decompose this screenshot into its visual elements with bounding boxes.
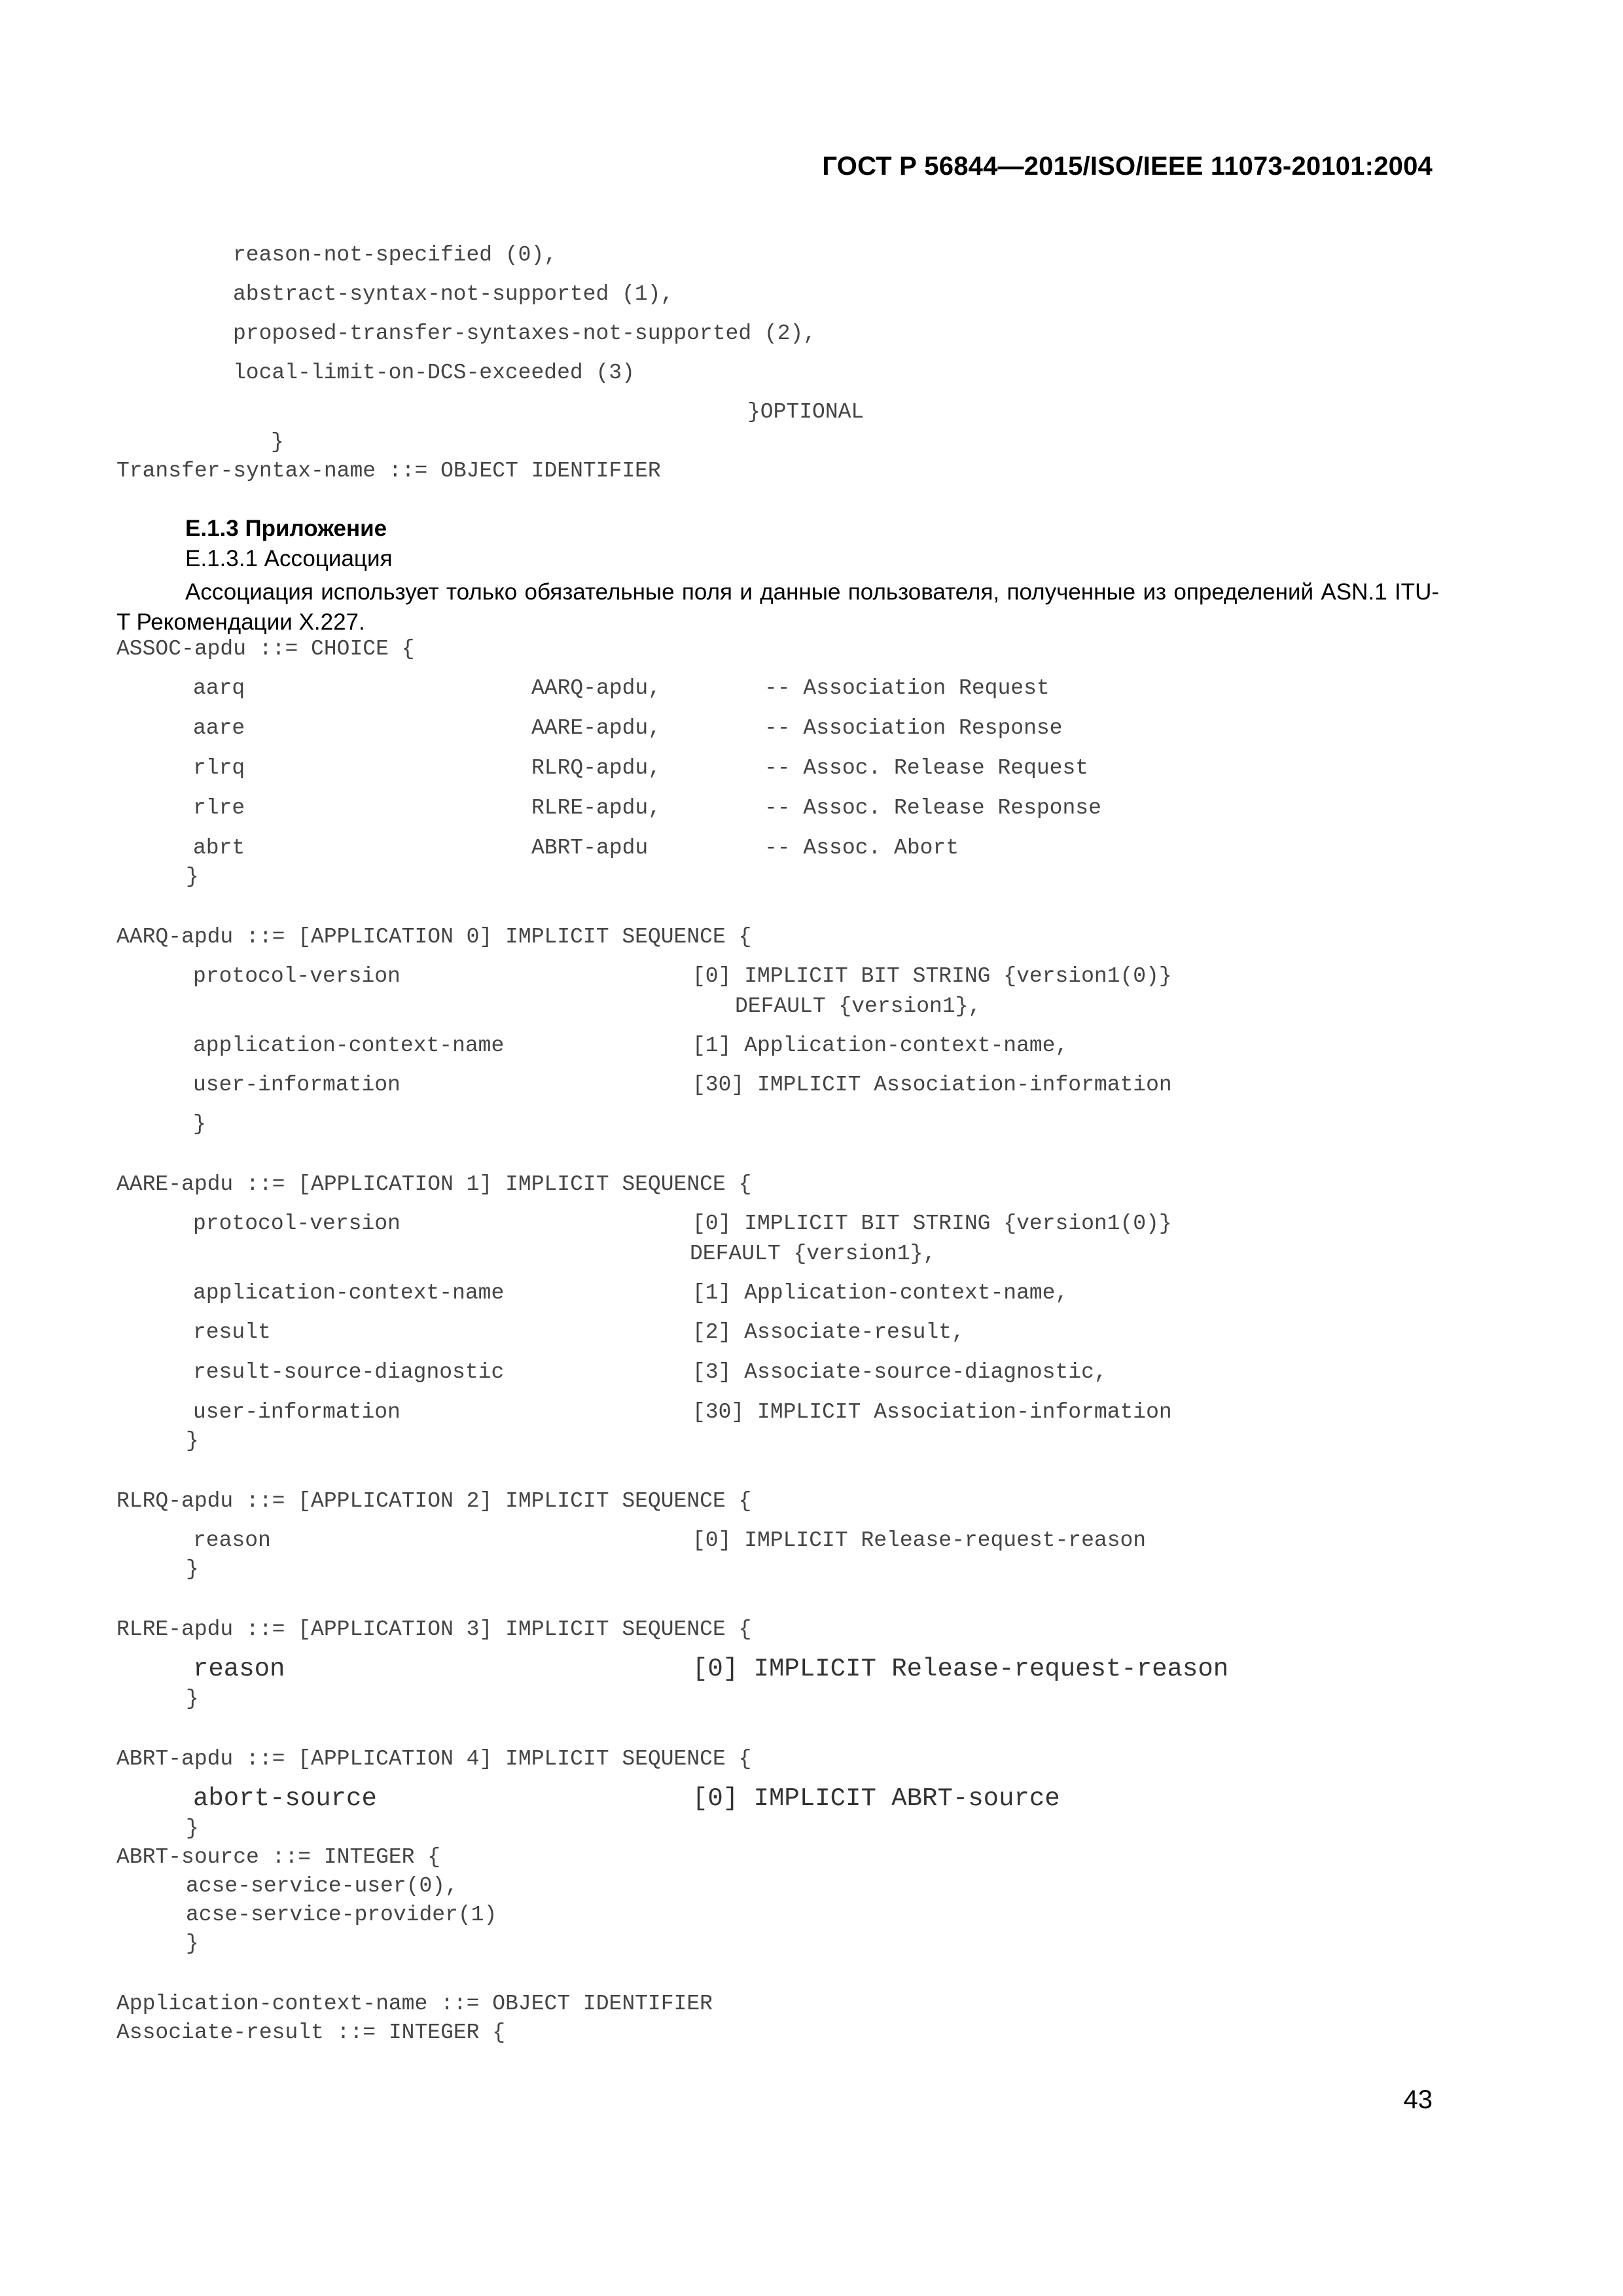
code-line: proposed-transfer-syntaxes-not-supported (2),	[233, 321, 817, 346]
field-name: result	[193, 1320, 271, 1344]
choice-name: aare	[193, 716, 245, 740]
choice-comment: -- Association Request	[764, 676, 1050, 700]
code-line: }	[186, 1687, 199, 1711]
choice-name: rlrq	[193, 756, 245, 780]
code-line: }	[186, 1557, 199, 1581]
choice-comment: -- Assoc. Abort	[764, 836, 959, 860]
code-line: }	[186, 1816, 199, 1840]
choice-type: AARQ-apdu,	[531, 676, 662, 700]
field-name: application-context-name	[193, 1281, 505, 1305]
section-heading: E.1.3 Приложение	[185, 516, 387, 541]
field-name: user-information	[193, 1073, 401, 1097]
field-name: reason	[193, 1528, 271, 1552]
code-line: acse-service-user(0),	[186, 1874, 458, 1898]
code-line: abstract-syntax-not-supported (1),	[233, 282, 674, 306]
code-line: }	[186, 1931, 199, 1956]
choice-name: abrt	[193, 836, 245, 860]
choice-type: RLRE-apdu,	[531, 796, 662, 820]
code-line: }	[271, 430, 284, 454]
field-type: [0] IMPLICIT BIT STRING {version1(0)}	[692, 1211, 1172, 1236]
code-line: acse-service-provider(1)	[186, 1903, 497, 1927]
choice-type: ABRT-apdu	[531, 836, 649, 860]
field-type: [0] IMPLICIT Release-request-reason	[692, 1528, 1147, 1552]
field-name: result-source-diagnostic	[193, 1360, 505, 1384]
choice-name: aarq	[193, 676, 245, 700]
code-line: Associate-result ::= INTEGER {	[116, 2020, 506, 2045]
field-type: [0] IMPLICIT Release-request-reason	[692, 1655, 1229, 1683]
field-type: [1] Application-context-name,	[692, 1281, 1069, 1305]
subsection-heading: E.1.3.1 Ассоциация	[185, 546, 393, 571]
choice-type: AARE-apdu,	[531, 716, 662, 740]
code-line: ASSOC-apdu ::= CHOICE {	[116, 637, 415, 661]
code-line: }	[186, 865, 199, 889]
field-name: reason	[193, 1655, 285, 1683]
field-name: user-information	[193, 1400, 401, 1424]
code-line: local-limit-on-DCS-exceeded (3)	[233, 361, 635, 385]
field-name: protocol-version	[193, 1211, 401, 1236]
body-paragraph: Ассоциация использует только обязательные поля и данные пользователя, полученные из определений ASN.1 ITU-T Рекомендации X.227.	[116, 579, 1439, 635]
code-line: }OPTIONAL	[747, 400, 865, 424]
field-type: [3] Associate-source-diagnostic,	[692, 1360, 1107, 1384]
field-name: application-context-name	[193, 1033, 505, 1058]
code-line: AARQ-apdu ::= [APPLICATION 0] IMPLICIT SEQUENCE {	[116, 925, 752, 949]
code-line: }	[186, 1429, 199, 1453]
code-line: Transfer-syntax-name ::= OBJECT IDENTIFIER	[116, 459, 661, 483]
field-type: [2] Associate-result,	[692, 1320, 965, 1344]
field-type: DEFAULT {version1},	[735, 994, 982, 1018]
field-type: [30] IMPLICIT Association-information	[692, 1400, 1172, 1424]
choice-comment: -- Assoc. Release Request	[764, 756, 1089, 780]
field-type: [0] IMPLICIT ABRT-source	[692, 1784, 1060, 1813]
choice-comment: -- Association Response	[764, 716, 1063, 740]
field-type: [0] IMPLICIT BIT STRING {version1(0)}	[692, 964, 1172, 988]
code-line: ABRT-source ::= INTEGER {	[116, 1845, 441, 1869]
field-name: protocol-version	[193, 964, 401, 988]
code-line: reason-not-specified (0),	[233, 243, 558, 267]
code-line: AARE-apdu ::= [APPLICATION 1] IMPLICIT SEQUENCE {	[116, 1172, 752, 1196]
code-line: RLRQ-apdu ::= [APPLICATION 2] IMPLICIT SEQUENCE {	[116, 1489, 752, 1513]
choice-type: RLRQ-apdu,	[531, 756, 662, 780]
field-type: [1] Application-context-name,	[692, 1033, 1069, 1058]
field-type: DEFAULT {version1},	[690, 1242, 936, 1266]
code-line: Application-context-name ::= OBJECT IDENTIFIER	[116, 1992, 713, 2016]
code-line: }	[193, 1112, 206, 1136]
code-line: RLRE-apdu ::= [APPLICATION 3] IMPLICIT SEQUENCE {	[116, 1617, 752, 1641]
page-number: 43	[1403, 2085, 1433, 2114]
field-type: [30] IMPLICIT Association-information	[692, 1073, 1172, 1097]
choice-comment: -- Assoc. Release Response	[764, 796, 1101, 820]
field-name: abort-source	[193, 1784, 377, 1813]
standard-header: ГОСТ Р 56844—2015/ISO/IEEE 11073-20101:2004	[822, 152, 1433, 181]
choice-name: rlre	[193, 796, 245, 820]
code-line: ABRT-apdu ::= [APPLICATION 4] IMPLICIT SEQUENCE {	[116, 1747, 752, 1771]
